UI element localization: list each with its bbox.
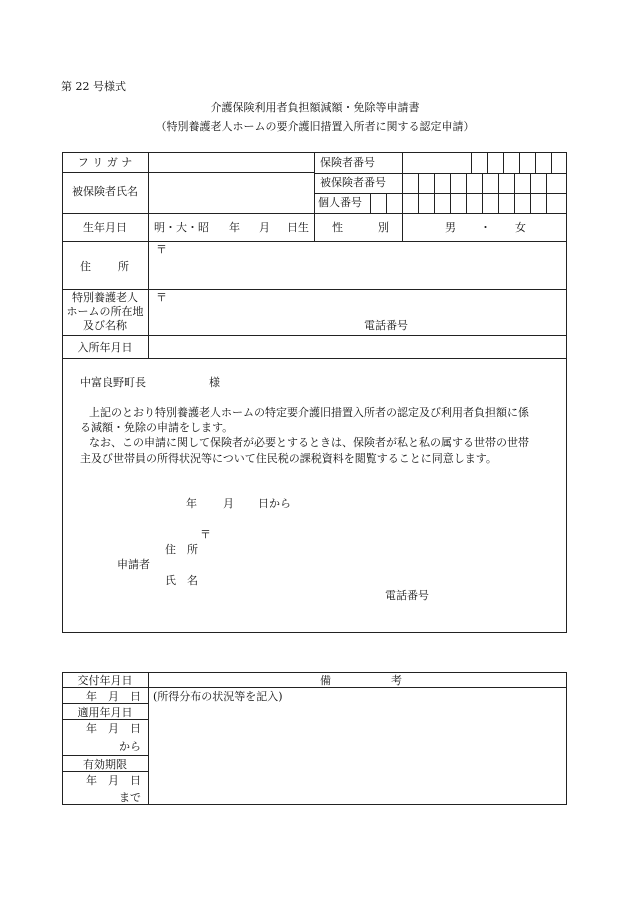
- sex-label-2: 別: [378, 221, 389, 234]
- insured-digit-divider: [450, 173, 451, 193]
- remarks-note: (所得分布の状況等を記入): [153, 690, 283, 703]
- birth-month-unit: 月: [259, 221, 270, 234]
- personal-digit-divider: [386, 193, 387, 213]
- main-table-right-border: [566, 152, 567, 632]
- personal-digit-divider: [482, 193, 483, 213]
- personal-digit-divider: [450, 193, 451, 213]
- personal-digit-divider: [530, 193, 531, 213]
- application-month-unit: 月: [223, 497, 234, 510]
- application-day-from: 日から: [258, 497, 291, 510]
- number-grid-left: [402, 152, 403, 213]
- facility-label-line1: 特別養護老人: [72, 291, 138, 304]
- validity-date-ymd: 年 月 日: [86, 774, 141, 787]
- personal-number-label-right: [370, 193, 371, 213]
- insured-number-label: 被保険者番号: [320, 176, 386, 189]
- admission-date-label: 入所年月日: [77, 341, 133, 354]
- insured-digit-divider: [434, 173, 435, 193]
- address-postal-mark: 〒: [156, 243, 167, 256]
- birth-day-unit: 日生: [287, 221, 309, 234]
- sex-value-divider: [402, 213, 403, 241]
- validity-label: 有効期限: [83, 758, 127, 771]
- applicant-postal-mark: 〒: [200, 528, 211, 541]
- declaration-para1-line2: る減額・免除の申請をします。: [80, 421, 234, 434]
- admission-row-bottom: [62, 358, 567, 359]
- insurer-digit-divider: [551, 152, 552, 173]
- insured-digit-divider: [546, 173, 547, 193]
- birthdate-row-bottom: [62, 241, 567, 242]
- facility-label-line3: 及び名称: [83, 319, 127, 332]
- applicable-from-label: から: [119, 740, 141, 753]
- insured-digit-divider: [514, 173, 515, 193]
- office-table-bottom-border: [62, 804, 567, 805]
- issue-date-ymd: 年 月 日: [86, 690, 141, 703]
- personal-digit-divider: [546, 193, 547, 213]
- facility-row-bottom: [62, 335, 567, 336]
- applicable-date-row-bottom: [62, 755, 148, 756]
- validity-label-row-bottom: [62, 771, 148, 772]
- sex-separator: ・: [480, 221, 491, 234]
- form-subtitle: （特別養護老人ホームの要介護旧措置入所者に関する認定申請）: [155, 120, 475, 133]
- insurer-digit-divider: [503, 152, 504, 173]
- honorific: 様: [209, 376, 220, 389]
- applicable-label-row-bottom: [62, 719, 148, 720]
- insurer-digit-divider: [519, 152, 520, 173]
- application-year-unit: 年: [186, 497, 197, 510]
- personal-digit-divider: [514, 193, 515, 213]
- sex-label-1: 性: [332, 221, 343, 234]
- main-table-bottom-border: [62, 632, 567, 633]
- office-table-top-border: [62, 672, 567, 673]
- sex-option-female[interactable]: 女: [515, 221, 526, 234]
- applicable-date-ymd: 年 月 日: [86, 722, 141, 735]
- applicant-name-label: 氏 名: [165, 574, 198, 587]
- insurer-digit-divider: [471, 152, 472, 173]
- personal-number-label: 個人番号: [318, 196, 362, 209]
- facility-phone-label: 電話番号: [364, 319, 408, 332]
- declaration-para1-line1: 上記のとおり特別養護老人ホームの特定要介護旧措置入所者の認定及び利用者負担額に係: [89, 406, 529, 419]
- furigana-label: フ リ ガ ナ: [77, 156, 133, 169]
- insured-digit-divider: [482, 173, 483, 193]
- furigana-row-bottom: [62, 172, 314, 173]
- personal-digit-divider: [418, 193, 419, 213]
- applicable-date-label: 適用年月日: [77, 706, 133, 719]
- insurer-digit-divider: [535, 152, 536, 173]
- address-row-bottom: [62, 289, 567, 290]
- right-block-divider: [314, 152, 315, 241]
- insured-name-label: 被保険者氏名: [72, 185, 138, 198]
- office-label-divider: [148, 672, 149, 805]
- insurer-number-label: 保険者番号: [320, 156, 375, 169]
- birth-year-unit: 年: [229, 221, 240, 234]
- addressee: 中富良野町長: [80, 376, 146, 389]
- remarks-label-2: 考: [391, 674, 402, 687]
- sex-option-male[interactable]: 男: [445, 221, 456, 234]
- birthdate-label: 生年月日: [83, 221, 127, 234]
- insured-digit-divider: [466, 173, 467, 193]
- office-table-right-border: [566, 672, 567, 805]
- insured-digit-divider: [498, 173, 499, 193]
- form-title: 介護保険利用者負担額減額・免除等申請書: [210, 101, 420, 114]
- insurer-digit-divider: [487, 152, 488, 173]
- era-options: 明・大・昭: [154, 221, 209, 234]
- declaration-para2-line1: なお、この申請に関して保険者が必要とするときは、保険者が私と私の属する世帯の世帯: [89, 436, 529, 449]
- personal-digit-divider: [434, 193, 435, 213]
- personal-digit-divider: [498, 193, 499, 213]
- facility-postal-mark: 〒: [156, 291, 167, 304]
- label-column-divider: [148, 152, 149, 358]
- form-number: 第 22 号様式: [61, 80, 126, 93]
- applicant-address-label: 住 所: [165, 543, 198, 556]
- office-header-bottom: [62, 687, 567, 688]
- personal-digit-divider: [466, 193, 467, 213]
- office-table-left-border: [62, 672, 63, 805]
- declaration-para2-line2: 主及び世帯員の所得状況等について住民税の課税資料を閲覧することに同意します。: [80, 452, 497, 465]
- facility-label-line2: ホームの所在地: [66, 305, 144, 318]
- issue-date-row-bottom: [62, 703, 148, 704]
- applicant-phone-label: 電話番号: [385, 589, 429, 602]
- remarks-label-1: 備: [320, 674, 331, 687]
- applicant-label: 申請者: [117, 558, 150, 571]
- issue-date-label: 交付年月日: [77, 674, 133, 687]
- address-label-1: 住: [80, 260, 91, 273]
- insured-digit-divider: [418, 173, 419, 193]
- validity-until-label: まで: [119, 791, 141, 804]
- insured-digit-divider: [530, 173, 531, 193]
- address-label-2: 所: [118, 260, 129, 273]
